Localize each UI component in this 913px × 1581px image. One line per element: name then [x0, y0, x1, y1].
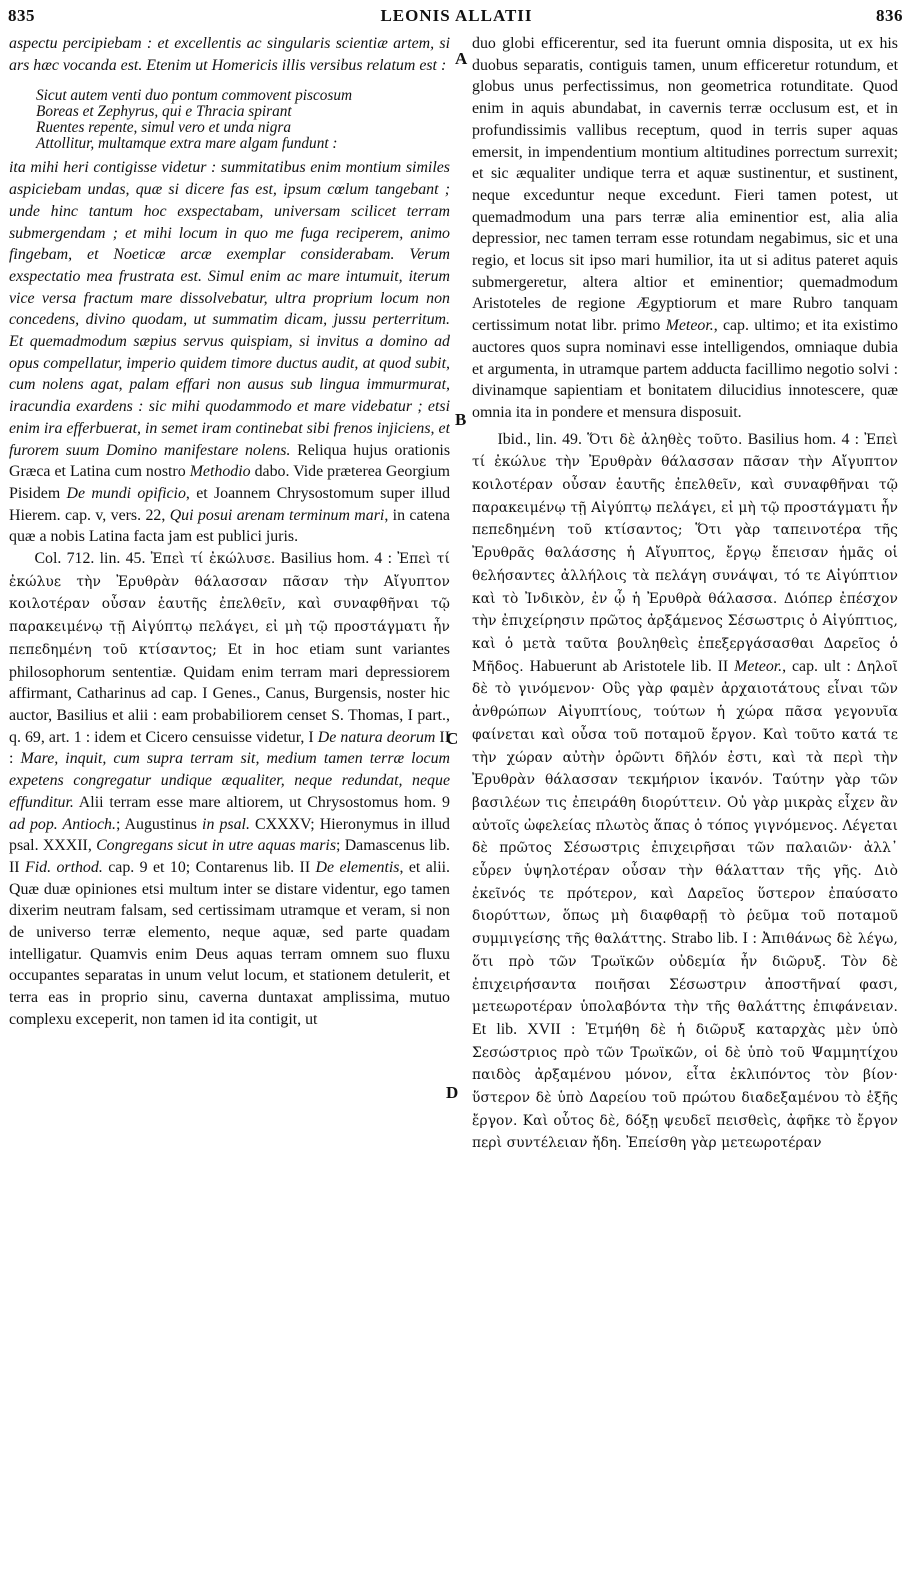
margin-marker-c: C — [446, 729, 459, 748]
left-p1-text: aspectu percipiebam : et excellentis ac singularis scientiæ artem, si ars hæc vocanda est. Etenim ut Homericis illis versibus relatum est : — [9, 35, 450, 74]
left-p3-f: CXXXV; Hieronymus in illud psal. XXXII, — [9, 815, 450, 855]
page-header — [0, 0, 913, 34]
right-column — [472, 33, 898, 1155]
left-p3-e: ; Augustinus — [115, 815, 203, 833]
left-p3-b: Et in hoc etiam sunt variantes philosophorum sententiæ. Quidam enim terram mari depressiorem affirmant, Catharinus ad cap. I Genes., Canus, Burgensis, noster hic auctor, Basilius et alii : eam probabiliorem censet S. Thomas, I part., q. 69, art. 1 : idem et Cicero censuisse videtur, I — [9, 640, 450, 746]
right-p2-greek1: Ἐπεὶ τί ἐκώλυε τὴν Ἐρυθρὰν θάλασσαν πᾶσαν τὴν Αἴγυπτον κοιλοτέραν οὖσαν ἑαυτῆς ἐπελθεῖν, καὶ συναφθῆναι τῷ παρακειμένῳ τῇ Αἰγύπτῳ πελάγει, εἰ μὴ τῷ προστάγματι ἦν πεπεδημένη τοῦ κτίσαντος; Ὅτι γὰρ ταπεινοτέρα τῆς Ἐρυθρᾶς θαλάσσης ἡ Αἴγυπτος, ἔργῳ ἔπεισαν ἡμᾶς οἱ θελήσαντες ἀλλήλοις τὰ πελάγη συνάψαι, τό τε Αἰγύπτιον καὶ τὸ Ἰνδικὸν, ἐν ᾧ ἡ Ἐρυθρὰ θάλασσα. Διόπερ ἐπέσχον τὴν ἐπιχείρησιν πρῶτος ἀρξάμενος Σέσωστρις ὁ Αἰγύπτιος, καὶ ὁ μετὰ ταῦτα βουληθεὶς ἐπεξεργάσασθαι Δαρεῖος ὁ Μῆδος. — [472, 431, 898, 675]
verse-line-2: Boreas et Zephyrus, qui e Thracia spirant — [36, 103, 292, 121]
right-p2-f: Et lib. XVII : — [472, 1020, 586, 1038]
margin-marker-d: D — [446, 1083, 459, 1102]
right-p1-a: duo globi efficerentur, sed ita fuerunt omnia disposita, ut ex his duobus separatis, contiguis tamen, unum efficeretur rotundum, et globus unus perfectissimus, non geometrica rotunditate. Quod enim in aquis abundabat, in cavernis terræ occlusum est, et in profundissimis vallibus receptum, quod in terris super aquas emersit, in impendentium montium altitudines porrectum surrexit; et sic æqualiter undique terra et aquæ sustinentur, et sustinent, neque exceduntur neque excedunt. Fieri tamen potest, ut quemadmodum una pars terræ alia eminentior est, alia alia depressior, nec tamen terram esse rotundam negabimus, sic et una regio, et locus sit ipso mari humilior, ita ut si aditus pateret aquis submergeretur, altera altior et eminentior; quemadmodum Aristoteles de regione Ægyptiorum et mare Rubro tanquam certissimum notat libr. primo — [472, 35, 898, 335]
right-p2-a: Ibid., lin. 49. — [497, 430, 588, 448]
left-p3-denatura: De natura deorum — [317, 728, 436, 746]
left-p3-i: , et alii. Quæ duæ opiniones etsi multum inter se distare videntur, ego tamen dixerim neutram falsam, sed certissimam utramque et veram, si non de universo terræ elemento, neque aquæ, sed parte quadam intelligatur. Quamvis enim Deus aquas terram omnem suo fluxu occupantes separatas in unum velut locum, et stationem detulerit, et terra eas in proprio sinu, caverna duntaxat amplissima, mutuo complexu exceperit, non tamen id ita contigit, ut — [9, 858, 450, 1028]
left-p3-c: II : — [9, 728, 450, 768]
left-p2-c: , et Joannem Chrysostomum super illud Hierem. cap. v, vers. 22, — [9, 484, 450, 524]
left-p2-methodio: Methodio — [189, 463, 251, 481]
right-p2-greek4: Ἐτμήθη δὲ ἡ διῶρυξ καταρχὰς μὲν ὑπὸ Σεσώστριος πρὸ τῶν Τρωϊκῶν, οἱ δὲ ὑπὸ τοῦ Ψαμμητίχου παιδὸς ἀρξαμένου μόνον, εἶτα ἐκλιπόντος τὸν βίον· ὕστερον δὲ ὑπὸ Δαρείου τοῦ πρώτου διαδεξαμένου τὸ ἑξῆς ἔργον. Καὶ οὗτος δὲ, δόξῃ ψευδεῖ πεισθεὶς, ἀφῆκε τὸ ἔργον περὶ συντέλειαν ἤδη. Ἐπείσθη γὰρ μετεωροτέραν — [472, 1021, 898, 1152]
page-number-left: 835 — [8, 6, 35, 25]
verse-line-3: Ruentes repente, simul vero et unda nigra — [36, 119, 292, 137]
right-p2-e: Strabo lib. I : — [666, 930, 762, 948]
left-p3-g: ; Damascenus lib. II — [9, 837, 450, 876]
homer-verse — [36, 88, 450, 152]
right-p1-b: , cap. ultimo; et ita existimo auctores quos supra nominavi esse intelligendos, omniaque dubia et argumenta, in utramque partem adducta facillimo negotio solvi : divinamque sapientiam et bonitatem dilucidius innotescere, quæ omnia ita in pondere et mensura disposuit. — [472, 317, 898, 421]
margin-marker-a: A — [455, 49, 468, 68]
left-p3-h: cap. 9 et 10; Contarenus lib. II — [102, 858, 316, 876]
left-p3-a: Basilius hom. 4 : — [275, 550, 398, 568]
left-p3-fid: Fid. orthod. — [25, 858, 103, 876]
left-p2-a: Reliqua hujus orationis Græca et Latina cum nostro — [9, 441, 450, 481]
left-p2-demundi: De mundi opificio — [66, 484, 186, 502]
left-p3-congregans: Congregans sicut in utre aquas maris — [96, 837, 337, 855]
left-p2-d: , in catena quæ a nobis Latina facta jam est publici juris. — [9, 506, 450, 546]
page-number-right: 836 — [876, 6, 903, 25]
right-p2-meteor: Meteor. — [734, 657, 783, 675]
left-p2-quiposui: Qui posui arenam terminum mari — [169, 506, 385, 524]
left-p2-b: dabo. Vide præterea Georgium Pisidem — [9, 463, 450, 502]
left-p3-inpsal: in psal. — [202, 815, 250, 833]
left-p3-deelem: De elementis — [315, 858, 400, 876]
left-p3-d: Alii terram esse mare altiorem, ut Chrysostomus hom. 9 — [73, 793, 450, 811]
left-paragraph-1 — [9, 33, 450, 76]
right-p2-greek-head: Ὅτι δὲ ἀληθὲς τοῦτο. — [587, 431, 743, 448]
right-p1-meteor: Meteor. — [665, 317, 714, 335]
right-p2-c: Habuerunt ab Aristotele lib. II — [523, 657, 735, 675]
right-p2-greek3: Ἀπιθάνως δὲ λέγω, ὅτι πρὸ τῶν Τρωϊκῶν οὐδεμία ἦν διῶρυξ. Τὸν δὲ ἐπιχειρήσαντα ποιῆσαι Σέσωστριν ἀποστῆναί φασι, μετεωροτέραν ὑπολαβόντα τὴν τῆς θαλάττης ἐπιφάνειαν. — [472, 931, 898, 1016]
left-paragraph-2 — [9, 157, 450, 548]
left-p3-greek: Ἐπεὶ τί ἐκώλυε τὴν Ἐρυθρὰν θάλασσαν πᾶσαν τὴν Αἴγυπτον κοιλοτέραν οὖσαν ἑαυτῆς ἐπελθεῖν, καὶ συναφθῆναι τῷ παρακειμένῳ τῇ Αἰγύπτῳ πελάγει, εἰ μὴ τῷ προστάγματι ἦν πεπεδημένη τοῦ κτίσαντος; — [9, 551, 450, 658]
left-p2-italic: ita mihi heri contigisse videtur : summitatibus enim montium similes aspiciebam undas, quæ si dicere fas est, ipsum cœlum tangebant ; unde hinc tantum hoc exspectabam, universam scilicet terram submergendam ; et mihi locum in quo me fuga reciperem, animo fingebam, et Noeticæ arcæ exemplar considerabam. Verum exspectatio mea frustrata est. Simul enim ac mare intumuit, iterum vice versa fractum mare dissolvebatur, ultra proprium locum non concedens, divino quodam, ut summatim dicam, jussu perterritum. Et quemadmodum sæpius servus quispiam, si invitus a domino ad opus compellatur, imperio quidem timore ductus audit, at quod subit, cum nolens agat, palam effari non ausus sub lingua immurmurat, iracundia exardens : sic mihi quodammodo et mare videbatur ; etsi enim ira efferbuerat, in semet iram continebat sibi frenos injiciens, et furorem suum Domino manifestare nolens. — [9, 159, 450, 459]
left-p3-adpop: ad pop. Antioch. — [9, 815, 116, 833]
left-p3-mare: Mare, inquit, cum supra terram sit, medium tamen terræ locum expetens congregatur undique æqualiter, neque redundat, neque effunditur. — [9, 750, 450, 811]
verse-line-1: Sicut autem venti duo pontum commovent piscosum — [36, 87, 353, 105]
running-head: LEONIS ALLATII — [380, 6, 533, 25]
left-p3-label: Col. 712. lin. 45. — [34, 550, 151, 568]
right-paragraph-2 — [472, 429, 898, 1156]
right-paragraph-1 — [472, 33, 898, 424]
right-p2-b: Basilius hom. 4 : — [742, 430, 865, 448]
margin-marker-b: B — [455, 410, 467, 429]
verse-line-4: Attollitur, multamque extra mare algam fundunt : — [36, 135, 338, 153]
right-p2-greek2: Δηλοῖ δὲ τὸ γινόμενον· Οὓς γὰρ φαμὲν ἀρχαιοτάτους εἶναι τῶν ἀνθρώπων Αἰγυπτίους, τούτων ἡ χώρα πᾶσα γεγονυῖα φαίνεται καὶ οὖσα τοῦ ποταμοῦ ἔργον. Καὶ τοῦτο κατά τε τὴν χώραν αὐτὴν ὁρῶντι δῆλόν ἐστι, καὶ τὰ περὶ τὴν Ἐρυθρὰν θάλασσαν τεκμήριον ἱκανόν. Ταύτην γὰρ τῶν βασιλέων τις ἐπειράθη διορύττειν. Οὐ γὰρ μικρὰς εἶχεν ἂν αὐτοῖς ὠφελείας πλωτὸς ἅπας ὁ τόπος γιγνόμενος. Λέγεται δὲ πρῶτος Σέσωστρις ἐπιχειρῆσαι τῶν παλαιῶν· ἀλλ᾽ εὗρεν ὑψηλοτέραν οὖσαν τὴν θάλατταν τῆς γῆς. Διὸ ἐκεῖνός τε πρότερον, καὶ Δαρεῖος ὕστερον ἐπαύσατο διορύττων, ὅπως μὴ διαφθαρῇ τὸ ῥεῦμα τοῦ ποταμοῦ συμμιγείσης τῆς θαλάττης. — [472, 658, 898, 948]
left-column — [9, 33, 450, 1031]
left-p3-greek-head: Ἐπεὶ τί ἐκώλυσε. — [150, 551, 276, 568]
left-paragraph-3 — [9, 548, 450, 1030]
right-p2-d: , cap. ult : — [782, 657, 857, 675]
